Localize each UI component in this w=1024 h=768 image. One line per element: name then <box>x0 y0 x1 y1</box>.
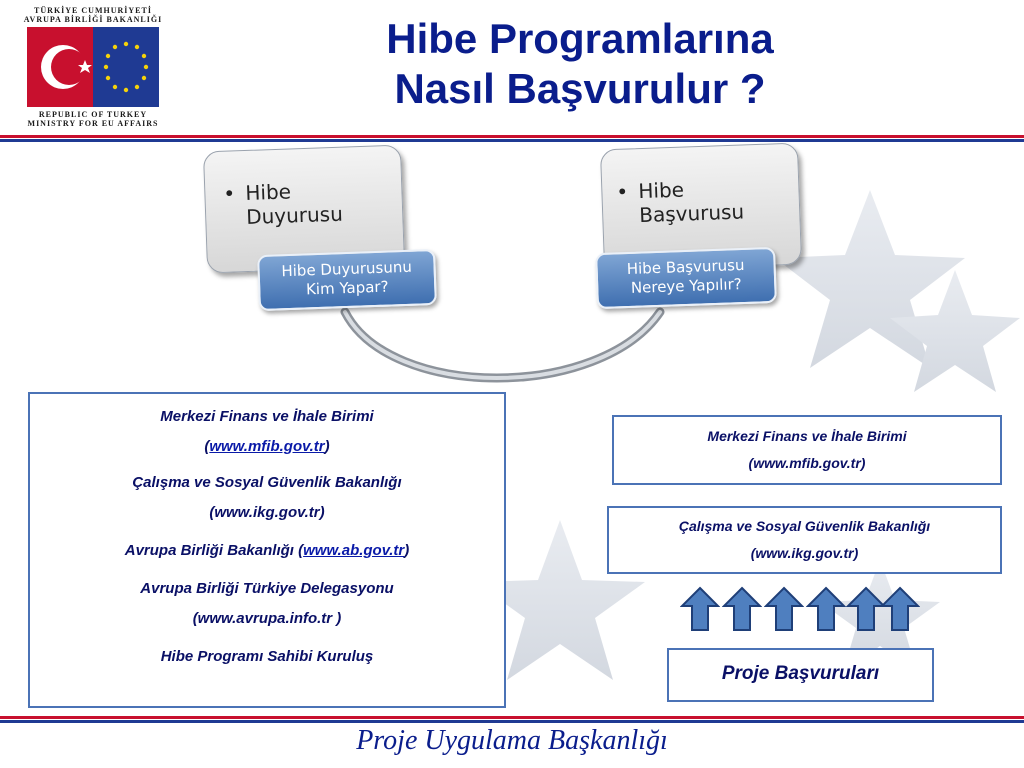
logo-top-line2: AVRUPA BİRLİĞİ BAKANLIĞI <box>23 15 163 24</box>
up-arrow-icon <box>722 586 762 632</box>
logo-bottom-line2: MINISTRY FOR EU AFFAIRS <box>27 119 159 128</box>
up-arrow-icon <box>764 586 804 632</box>
mfib-name: Merkezi Finans ve İhale Birimi <box>707 428 907 444</box>
header-band-red <box>0 135 1024 138</box>
announcers-box <box>28 392 506 708</box>
logo-bottom-line1: REPUBLIC OF TURKEY <box>38 110 148 119</box>
card-right-line2: Başvurusu <box>638 199 745 228</box>
application-box-csgb <box>607 506 1002 574</box>
card-left-line2: Duyurusu <box>245 201 344 230</box>
tag-left-line1: Hibe Duyurusunu <box>281 257 413 281</box>
card-right-line1: Hibe <box>637 177 685 204</box>
card-left-line1: Hibe <box>244 179 292 206</box>
announcer-ab: Avrupa Birliği Bakanlığı (www.ab.gov.tr) <box>124 542 410 559</box>
csgb-name: Çalışma ve Sosyal Güvenlik Bakanlığı <box>678 518 931 534</box>
up-arrow-icon <box>680 586 720 632</box>
csgb-url: (www.ikg.gov.tr) <box>750 545 859 561</box>
up-arrow-icon <box>880 586 920 632</box>
tag-right-line2: Nereye Yapılır? <box>630 275 742 297</box>
link-ab[interactable]: www.ab.gov.tr <box>303 542 405 559</box>
page-title <box>260 14 900 114</box>
title-line2: Nasıl Başvurulur ? <box>394 65 766 112</box>
announcer-csgb: Çalışma ve Sosyal Güvenlik Bakanlığı (www.ikg.gov.tr) <box>132 474 402 521</box>
mfib-url: (www.mfib.gov.tr) <box>748 455 866 471</box>
tag-left-line2: Kim Yapar? <box>305 277 389 299</box>
logo-top-text <box>22 6 164 24</box>
up-arrow-icon <box>806 586 846 632</box>
title-line1: Hibe Programlarına <box>386 15 774 62</box>
bullet: • <box>616 179 629 204</box>
application-box-mfib <box>612 415 1002 485</box>
footer-band-red <box>0 716 1024 719</box>
ministry-logo <box>22 6 164 130</box>
tag-hibe-duyurusunu-kim-yapar <box>257 249 437 311</box>
announcer-delegation: Avrupa Birliği Türkiye Delegasyonu (www.avrupa.info.tr ) <box>140 580 394 627</box>
link-mfib[interactable]: www.mfib.gov.tr <box>209 438 325 455</box>
footer-band-blue <box>0 720 1024 723</box>
footer-title: Proje Uygulama Başkanlığı <box>356 725 668 756</box>
project-applications-box: Proje Başvuruları <box>667 648 934 702</box>
logo-bottom-text <box>22 110 164 128</box>
logo-emblem <box>27 27 159 107</box>
tag-right-line1: Hibe Başvurusu <box>626 255 745 279</box>
up-arrows-row <box>680 586 920 632</box>
tag-hibe-basvurusu-nereye-yapilir <box>595 247 777 309</box>
header-band-blue <box>0 139 1024 142</box>
bullet: • <box>223 181 236 206</box>
announcer-program-owner: Hibe Programı Sahibi Kuruluş <box>160 648 374 665</box>
logo-top-line1: TÜRKİYE CUMHURİYETİ <box>34 6 152 15</box>
announcer-mfib: Merkezi Finans ve İhale Birimi (www.mfib.gov.tr) <box>160 408 374 455</box>
